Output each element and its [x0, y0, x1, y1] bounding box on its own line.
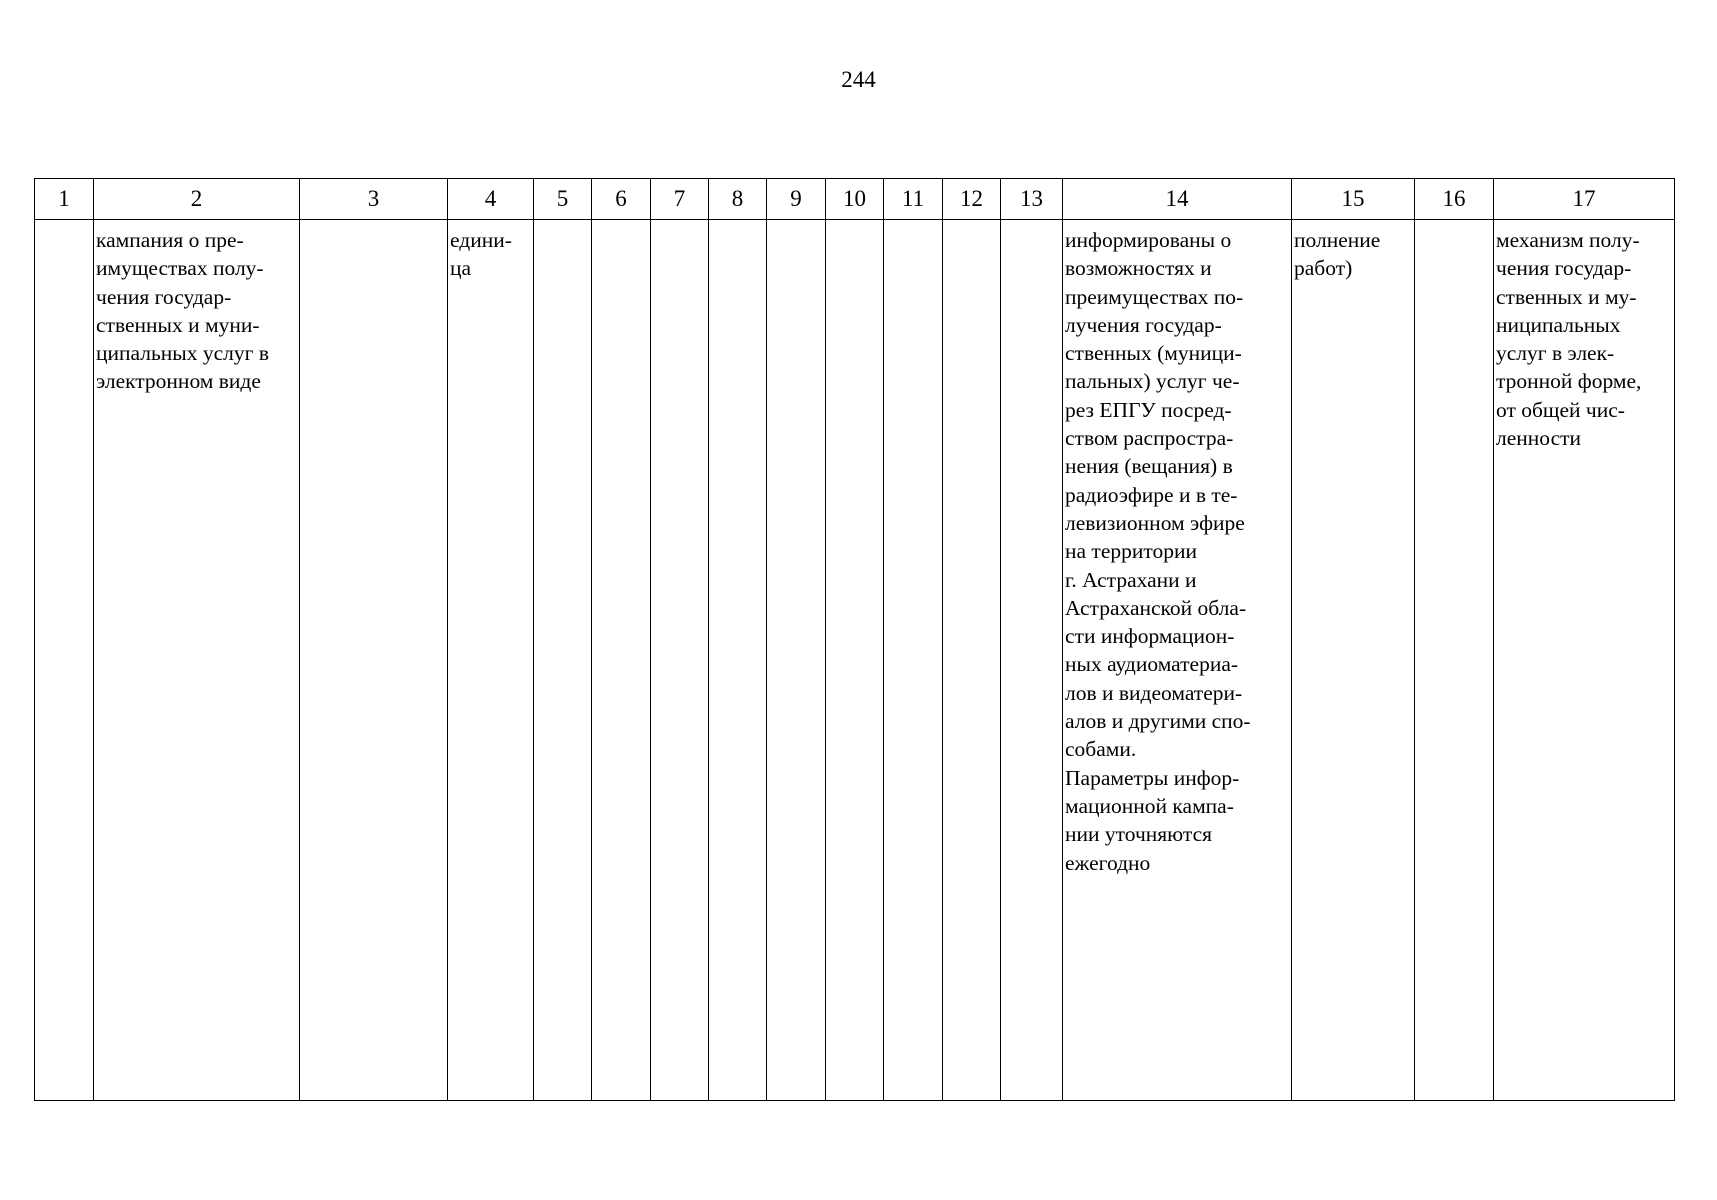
column-header: 10 — [826, 179, 884, 220]
cell-text — [884, 220, 942, 226]
table-cell — [1494, 220, 1675, 1101]
table-cell — [651, 220, 709, 1101]
column-header: 7 — [651, 179, 709, 220]
cell-text: кампания о пре- имуществах полу- чения государ- ственных и муни- ципальных услуг в электронном виде — [96, 228, 269, 394]
column-header: 6 — [592, 179, 651, 220]
column-header: 11 — [884, 179, 943, 220]
table-cell — [1415, 220, 1494, 1101]
column-header: 17 — [1494, 179, 1675, 220]
cell-text: едини- ца — [450, 228, 512, 281]
column-header: 14 — [1063, 179, 1292, 220]
table-cell — [884, 220, 943, 1101]
column-header: 12 — [943, 179, 1001, 220]
cell-text — [767, 220, 825, 226]
table-cell — [709, 220, 767, 1101]
column-header: 9 — [767, 179, 826, 220]
cell-text — [300, 220, 447, 226]
table-cell — [943, 220, 1001, 1101]
cell-text — [1001, 220, 1062, 226]
column-header: 5 — [534, 179, 592, 220]
cell-text — [709, 220, 766, 226]
column-header: 8 — [709, 179, 767, 220]
cell-text — [534, 220, 591, 226]
cell-text — [35, 220, 93, 226]
table-cell — [534, 220, 592, 1101]
cell-text: информированы о возможностях и преимуществах по- лучения государ- ственных (муници- пальных) услуг че- рез ЕПГУ посред- ством распростра- нения (вещания) в радиоэфире и в те- левизионном эфире на территории г. Астрахани и Астраханской обла- сти информацион- ных аудиоматериа- лов и видеоматери- алов и другими спо- собами. Параметры инфор- мационной кампа- нии уточняются ежегодно — [1065, 228, 1251, 875]
table-cell — [826, 220, 884, 1101]
cell-text — [943, 220, 1000, 226]
table-cell — [1292, 220, 1415, 1101]
cell-text — [826, 220, 883, 226]
column-header: 13 — [1001, 179, 1063, 220]
cell-text: механизм полу- чения государ- ственных и му- ниципальных услуг в элек- тронной форме, от общей чис- ленности — [1496, 228, 1642, 451]
column-header: 1 — [35, 179, 94, 220]
table-row — [35, 220, 1675, 1101]
column-header: 16 — [1415, 179, 1494, 220]
table-cell — [1001, 220, 1063, 1101]
cell-text — [1415, 220, 1493, 226]
page-number: 244 — [841, 67, 876, 92]
table-cell — [1063, 220, 1292, 1101]
column-header: 2 — [94, 179, 300, 220]
column-header: 3 — [300, 179, 448, 220]
column-header: 4 — [448, 179, 534, 220]
data-table — [34, 178, 1675, 1101]
table-cell — [300, 220, 448, 1101]
table-cell — [448, 220, 534, 1101]
table-cell — [35, 220, 94, 1101]
table-cell — [767, 220, 826, 1101]
cell-text — [651, 220, 708, 226]
cell-text — [592, 220, 650, 226]
cell-text: полнение работ) — [1294, 228, 1381, 281]
table-cell — [592, 220, 651, 1101]
table-header-row — [35, 179, 1675, 220]
table-cell — [94, 220, 300, 1101]
column-header: 15 — [1292, 179, 1415, 220]
